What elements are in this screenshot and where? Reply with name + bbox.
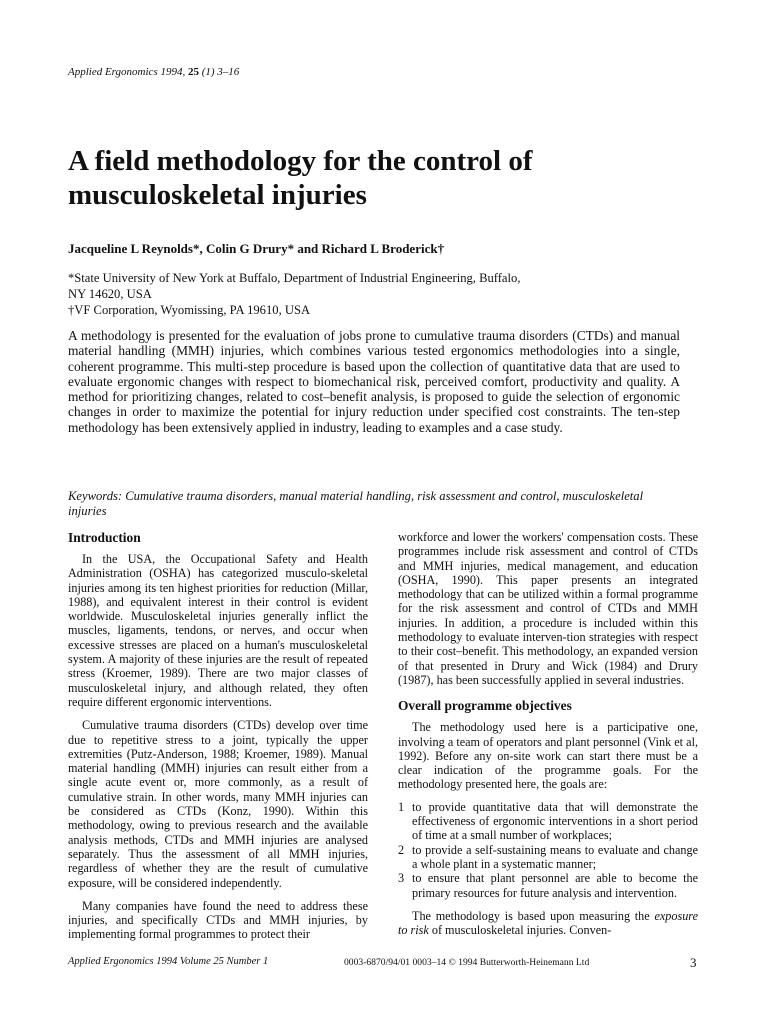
list-text: to provide a self-sustaining means to evaluate and change a whole plant in a systematic manner; bbox=[412, 842, 698, 871]
list-item bbox=[398, 843, 698, 872]
affiliations bbox=[68, 270, 708, 318]
article-title: A field methodology for the control of musculoskeletal injuries bbox=[68, 145, 533, 211]
list-item bbox=[398, 800, 698, 843]
paragraph bbox=[398, 909, 698, 938]
footer-journal: Applied Ergonomics 1994 Volume 25 Number 1 bbox=[68, 956, 269, 967]
footer-copyright: 0003-6870/94/01 0003–14 © 1994 Butterworth-Heinemann Ltd bbox=[344, 957, 590, 968]
objectives-list bbox=[398, 800, 698, 900]
page-number: 3 bbox=[690, 955, 697, 970]
section-heading-objectives: Overall programme objectives bbox=[398, 698, 572, 714]
emphasis: exposure to risk bbox=[398, 908, 699, 938]
keywords bbox=[68, 489, 680, 519]
keywords-label: Keywords: bbox=[68, 489, 123, 503]
journal-volume: 25 bbox=[187, 66, 199, 78]
affiliation-line: †VF Corporation, Wyomissing, PA 19610, USA bbox=[68, 303, 311, 317]
list-number: 2 bbox=[398, 842, 405, 857]
keywords-text: Cumulative trauma disorders, manual material handling, risk assessment and control, musculoskeletal injuries bbox=[68, 489, 644, 518]
paragraph: The methodology used here is a participative one, involving a team of operators and plant personnel (Vink et al, 1992). Before any on-site work can start there must be a clear indication of the programme goals. For the methodology presented here, the goals are: bbox=[398, 720, 698, 792]
list-text: to provide quantitative data that will demonstrate the effectiveness of ergonomic interventions in a short period of time at a small number of workplaces; bbox=[412, 799, 698, 843]
paragraph: Many companies have found the need to address these injuries, and specifically CTDs and MMH injuries, by implementing formal programmes to protect their bbox=[68, 898, 368, 942]
paragraph: In the USA, the Occupational Safety and Health Administration (OSHA) has categorized musculo-skeletal injuries among its ten highest priorities for reduction (Millar, 1988), and equivalent interest in their control is evident worldwide. Musculoskeletal injuries generally inflict the muscles, ligaments, tendons, or nerves, and occur when excessive stresses are placed on a human's musculoskeletal system. A majority of these injuries are the result of repeated stress (Kroemer, 1989). There are two major classes of musculoskeletal injury, and although related, they often require different ergonomic interventions. bbox=[68, 552, 368, 709]
list-item bbox=[398, 871, 698, 900]
author-list: Jacqueline L Reynolds*, Colin G Drury* and Richard L Broderick† bbox=[68, 241, 445, 256]
journal-pages: (1) 3–16 bbox=[201, 66, 240, 78]
section-heading-introduction: Introduction bbox=[68, 530, 141, 545]
journal-name: Applied Ergonomics bbox=[68, 66, 158, 78]
right-column bbox=[398, 530, 698, 937]
left-column bbox=[68, 530, 368, 942]
affiliation-line: *State University of New York at Buffalo, Department of Industrial Engineering, Buffalo, bbox=[68, 271, 521, 285]
paragraph-continuation: workforce and lower the workers' compensation costs. These programmes include risk assessment and control of CTDs and MMH injuries, medical management, and education (OSHA, 1990). This paper presents an integrated methodology that can be utilized within a formal programme for the risk assessment and control of CTDs and MMH injuries. In addition, a procedure is included within this methodology to evaluate interven-tion strategies with respect to their cost–benefit. This methodology, an expanded version of that presented in Drury and Wick (1984) and Drury (1987), has been successfully applied in several industries. bbox=[398, 530, 698, 687]
journal-year: 1994, bbox=[160, 66, 186, 78]
list-number: 3 bbox=[398, 871, 405, 886]
text-run: of musculoskeletal injuries. Conven- bbox=[431, 923, 612, 938]
list-number: 1 bbox=[398, 799, 405, 814]
affiliation-line: NY 14620, USA bbox=[68, 287, 152, 301]
text-run: The methodology is based upon measuring the bbox=[412, 908, 650, 923]
paragraph: Cumulative trauma disorders (CTDs) develop over time due to repetitive stress to a joint, typically the upper extremities (Putz-Anderson, 1988; Kroemer, 1989). Manual material handling (MMH) injuries can result either from a single acute event or, more commonly, as a result of cumulative strain. In other words, many MMH injuries can be considered as CTDs (Konz, 1990). Within this methodology, owing to previous research and the available analysis methods, CTDs and MMH injuries are analysed separately. Thus the assessment of all MMH injuries, regardless of whether they are the result of cumulative exposure, will be considered independently. bbox=[68, 718, 368, 890]
abstract: A methodology is presented for the evaluation of jobs prone to cumulative trauma disorders (CTDs) and manual material handling (MMH) injuries, which combines various tested ergonomics methodologies into a single, coherent programme. This multi-step procedure is based upon the collection of quantitative data that are used to evaluate ergonomic changes with respect to biomechanical risk, perceived comfort, productivity and quality. A method for prioritizing changes, related to cost–benefit analysis, is proposed to guide the selection of ergonomic changes in order to maximize the potential for injury reduction under specified cost constraints. The ten-step methodology has been extensively applied in industry, leading to examples and a case study. bbox=[68, 328, 680, 435]
running-header bbox=[68, 66, 239, 78]
list-text: to ensure that plant personnel are able to become the primary resources for future analysis and intervention. bbox=[412, 871, 698, 900]
